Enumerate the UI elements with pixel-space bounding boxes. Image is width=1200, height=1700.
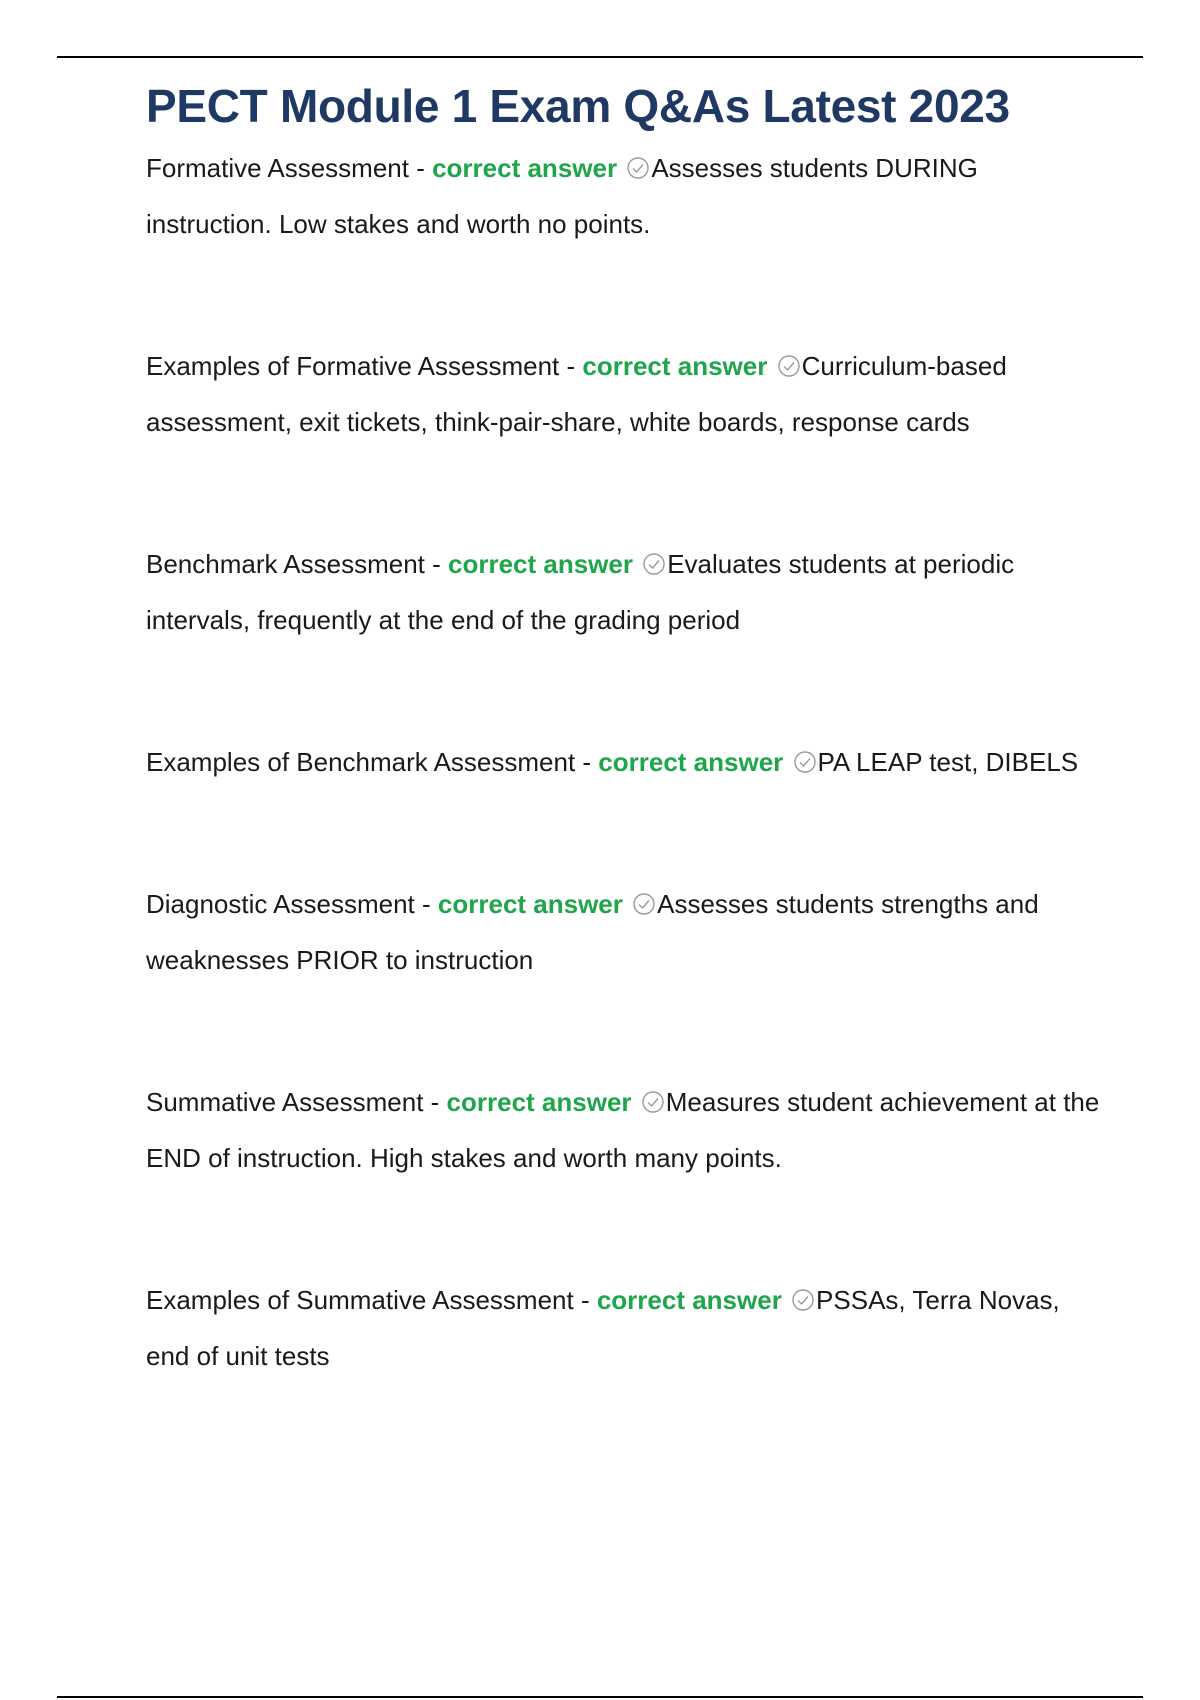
check-circle-icon xyxy=(791,1288,815,1312)
qa-separator: - xyxy=(559,351,583,381)
qa-item xyxy=(146,536,1106,648)
qa-item xyxy=(146,734,1106,790)
correct-answer-label: correct answer xyxy=(432,153,618,183)
qa-term: Diagnostic Assessment xyxy=(146,889,415,919)
qa-definition: Assesses students strengths and weaknesses PRIOR to instruction xyxy=(146,889,1039,975)
qa-definition: Measures student achievement at the END of instruction. High stakes and worth many points. xyxy=(146,1087,1100,1173)
qa-term: Examples of Summative Assessment xyxy=(146,1285,574,1315)
qa-separator: - xyxy=(573,1285,597,1315)
correct-answer-label: correct answer xyxy=(598,747,784,777)
qa-definition: PSSAs, Terra Novas, end of unit tests xyxy=(146,1285,1060,1371)
correct-answer-label: correct answer xyxy=(596,1285,782,1315)
qa-separator: - xyxy=(414,889,438,919)
qa-separator: - xyxy=(408,153,433,183)
qa-definition: Curriculum-based assessment, exit tickets, think-pair-share, white boards, response cards xyxy=(146,351,1007,437)
correct-answer-label: correct answer xyxy=(582,351,768,381)
qa-separator: - xyxy=(423,1087,447,1117)
check-circle-icon xyxy=(642,552,666,576)
check-circle-icon xyxy=(793,750,817,774)
correct-answer-label: correct answer xyxy=(448,549,633,579)
correct-answer-label: correct answer xyxy=(446,1087,632,1117)
qa-item xyxy=(146,140,1106,252)
qa-separator: - xyxy=(575,747,599,777)
qa-term: Formative Assessment xyxy=(146,153,409,183)
qa-term: Examples of Formative Assessment xyxy=(146,351,560,381)
document-body xyxy=(146,76,1106,1384)
document-title: PECT Module 1 Exam Q&As Latest 2023 xyxy=(146,80,1010,132)
qa-term: Examples of Benchmark Assessment xyxy=(146,747,576,777)
qa-term: Summative Assessment xyxy=(146,1087,424,1117)
check-circle-icon xyxy=(641,1090,665,1114)
check-circle-icon xyxy=(632,892,656,916)
correct-answer-label: correct answer xyxy=(437,889,623,919)
qa-item xyxy=(146,876,1106,988)
qa-item xyxy=(146,338,1106,450)
qa-definition: Evaluates students at periodic intervals, frequently at the end of the grading period xyxy=(146,549,1015,635)
qa-separator: - xyxy=(424,549,448,579)
qa-definition: Assesses students DURING instruction. Low stakes and worth no points. xyxy=(146,153,978,239)
qa-term: Benchmark Assessment xyxy=(146,549,425,579)
check-circle-icon xyxy=(626,156,650,180)
check-circle-icon xyxy=(777,354,801,378)
qa-item xyxy=(146,1074,1106,1186)
qa-definition: PA LEAP test, DIBELS xyxy=(817,747,1079,777)
qa-item xyxy=(146,1272,1106,1384)
bottom-rule xyxy=(57,1696,1143,1698)
top-rule xyxy=(57,56,1143,58)
